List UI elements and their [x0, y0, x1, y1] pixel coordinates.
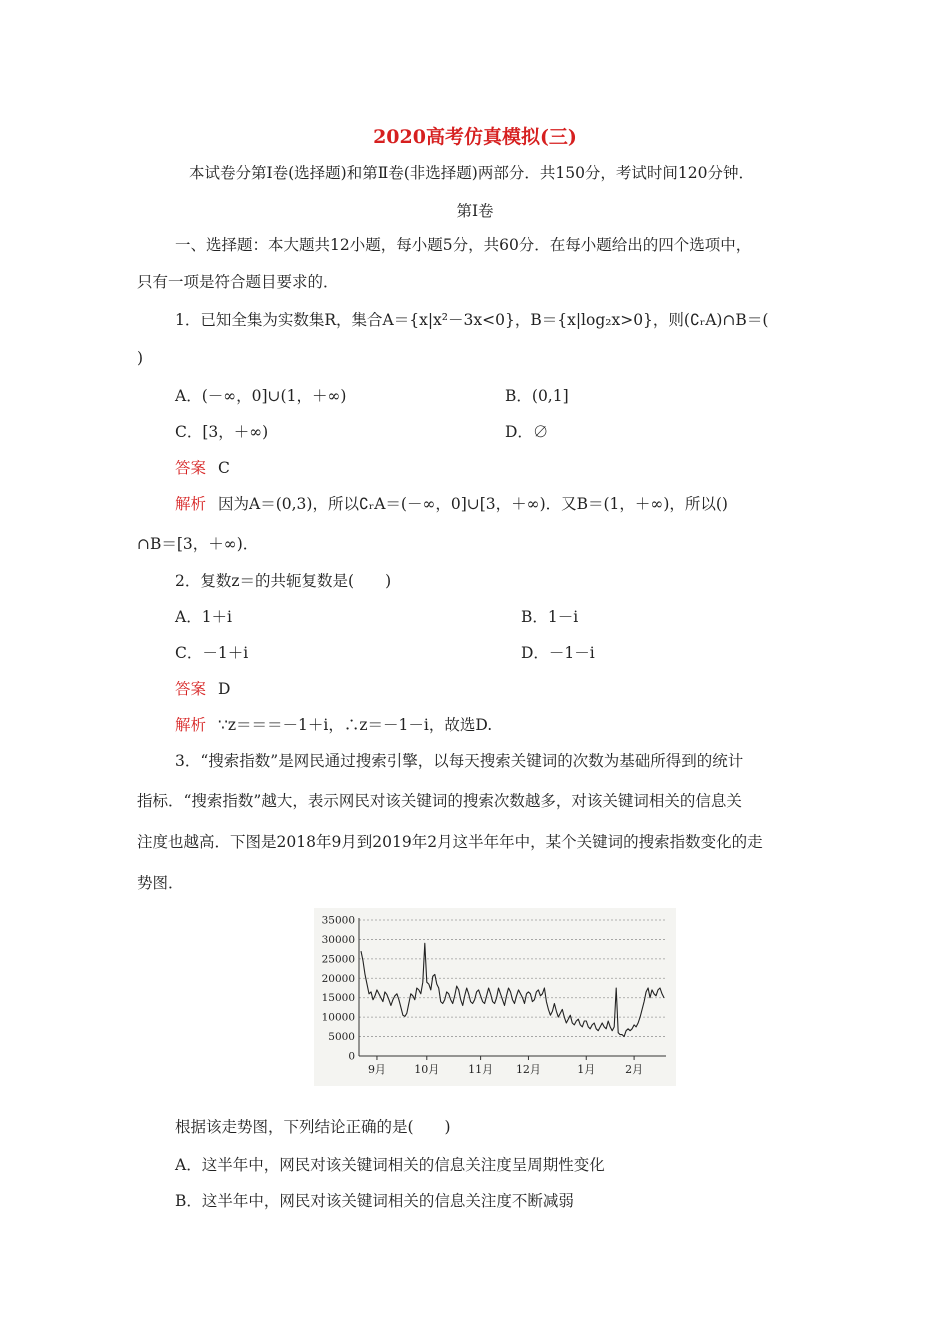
q1-analysis-line2: ∩B＝[3，＋∞)．	[137, 535, 259, 553]
x-tick-label: 9月	[367, 1063, 386, 1076]
q1-analysis	[175, 494, 728, 514]
q2-answer	[175, 679, 230, 699]
y-tick-label: 25000	[321, 953, 355, 966]
q1-analysis-label: 解析	[175, 495, 207, 513]
y-tick-label: 30000	[321, 933, 355, 946]
x-tick-label: 10月	[414, 1063, 440, 1076]
y-tick-label: 10000	[321, 1011, 355, 1024]
x-tick-label: 1月	[577, 1063, 596, 1076]
q1-stem-line2: )	[137, 349, 144, 367]
q2-analysis-label: 解析	[175, 716, 207, 734]
page-title: 2020高考仿真模拟(三)	[373, 126, 577, 148]
q2-analysis-text: ∵z＝＝＝－1＋i，∴z＝－1－i，故选D.	[218, 716, 493, 734]
volume-heading: 第Ⅰ卷	[456, 202, 494, 220]
q3-stem-line3: 注度也越高．下图是2018年9月到2019年2月这半年年中，某个关键词的搜索指数变化的走	[137, 833, 763, 851]
q2-option-b: B．1－i	[521, 608, 579, 626]
q1-answer-value: C	[218, 459, 230, 477]
q2-option-c: C．－1＋i	[175, 644, 249, 662]
q2-analysis	[175, 715, 492, 735]
section-instructions-line1: 一、选择题：本大题共12小题，每小题5分，共60分．在每小题给出的四个选项中，	[175, 236, 752, 254]
q1-answer-label: 答案	[175, 459, 207, 477]
q3-stem-line4: 势图．	[137, 874, 184, 892]
x-tick-label: 12月	[515, 1063, 541, 1076]
q1-analysis-line1: 因为A＝(0,3)，所以∁ᵣA＝(－∞，0]∪[3，＋∞)．又B＝(1，＋∞)，所以()	[218, 495, 728, 513]
q2-stem: 2．复数z＝的共轭复数是( )	[175, 572, 392, 590]
q3-option-a: A．这半年中，网民对该关键词相关的信息关注度呈周期性变化	[175, 1156, 605, 1174]
q2-option-d: D．－1－i	[521, 644, 595, 662]
chart-background	[314, 908, 676, 1086]
q1-option-a: A．(－∞，0]∪(1，＋∞)	[175, 387, 347, 405]
y-tick-label: 5000	[328, 1031, 355, 1044]
q1-option-c: C．[3，＋∞)	[175, 423, 269, 441]
search-index-chart-svg	[314, 908, 676, 1086]
q3-option-b: B．这半年中，网民对该关键词相关的信息关注度不断减弱	[175, 1192, 574, 1210]
search-index-chart	[314, 908, 676, 1086]
q1-option-d: D．∅	[505, 423, 549, 441]
y-tick-label: 15000	[321, 992, 355, 1005]
q2-answer-value: D	[218, 680, 231, 698]
q3-question: 根据该走势图，下列结论正确的是( )	[175, 1118, 451, 1136]
q3-stem-line2: 指标．“搜索指数”越大，表示网民对该关键词的搜索次数越多，对该关键词相关的信息关	[137, 792, 742, 810]
q1-stem-line1: 1．已知全集为实数集R，集合A＝{x|x²－3x<0}，B＝{x|log₂x>0}，则(∁ᵣA)∩B＝(	[175, 311, 769, 329]
q2-option-a: A．1＋i	[175, 608, 233, 626]
x-tick-label: 11月	[468, 1063, 494, 1076]
x-tick-label: 2月	[625, 1063, 644, 1076]
q1-option-b: B．(0,1]	[505, 387, 569, 405]
y-tick-label: 35000	[321, 914, 355, 927]
q3-stem-line1: 3．“搜索指数”是网民通过搜索引擎，以每天搜索关键词的次数为基础所得到的统计	[175, 752, 744, 770]
y-tick-label: 0	[348, 1050, 355, 1063]
exam-intro: 本试卷分第Ⅰ卷(选择题)和第Ⅱ卷(非选择题)两部分．共150分，考试时间120分钟．	[189, 164, 755, 182]
section-instructions-line2: 只有一项是符合题目要求的．	[137, 273, 339, 291]
y-tick-label: 20000	[321, 972, 355, 985]
q2-answer-label: 答案	[175, 680, 207, 698]
q1-answer	[175, 458, 230, 478]
